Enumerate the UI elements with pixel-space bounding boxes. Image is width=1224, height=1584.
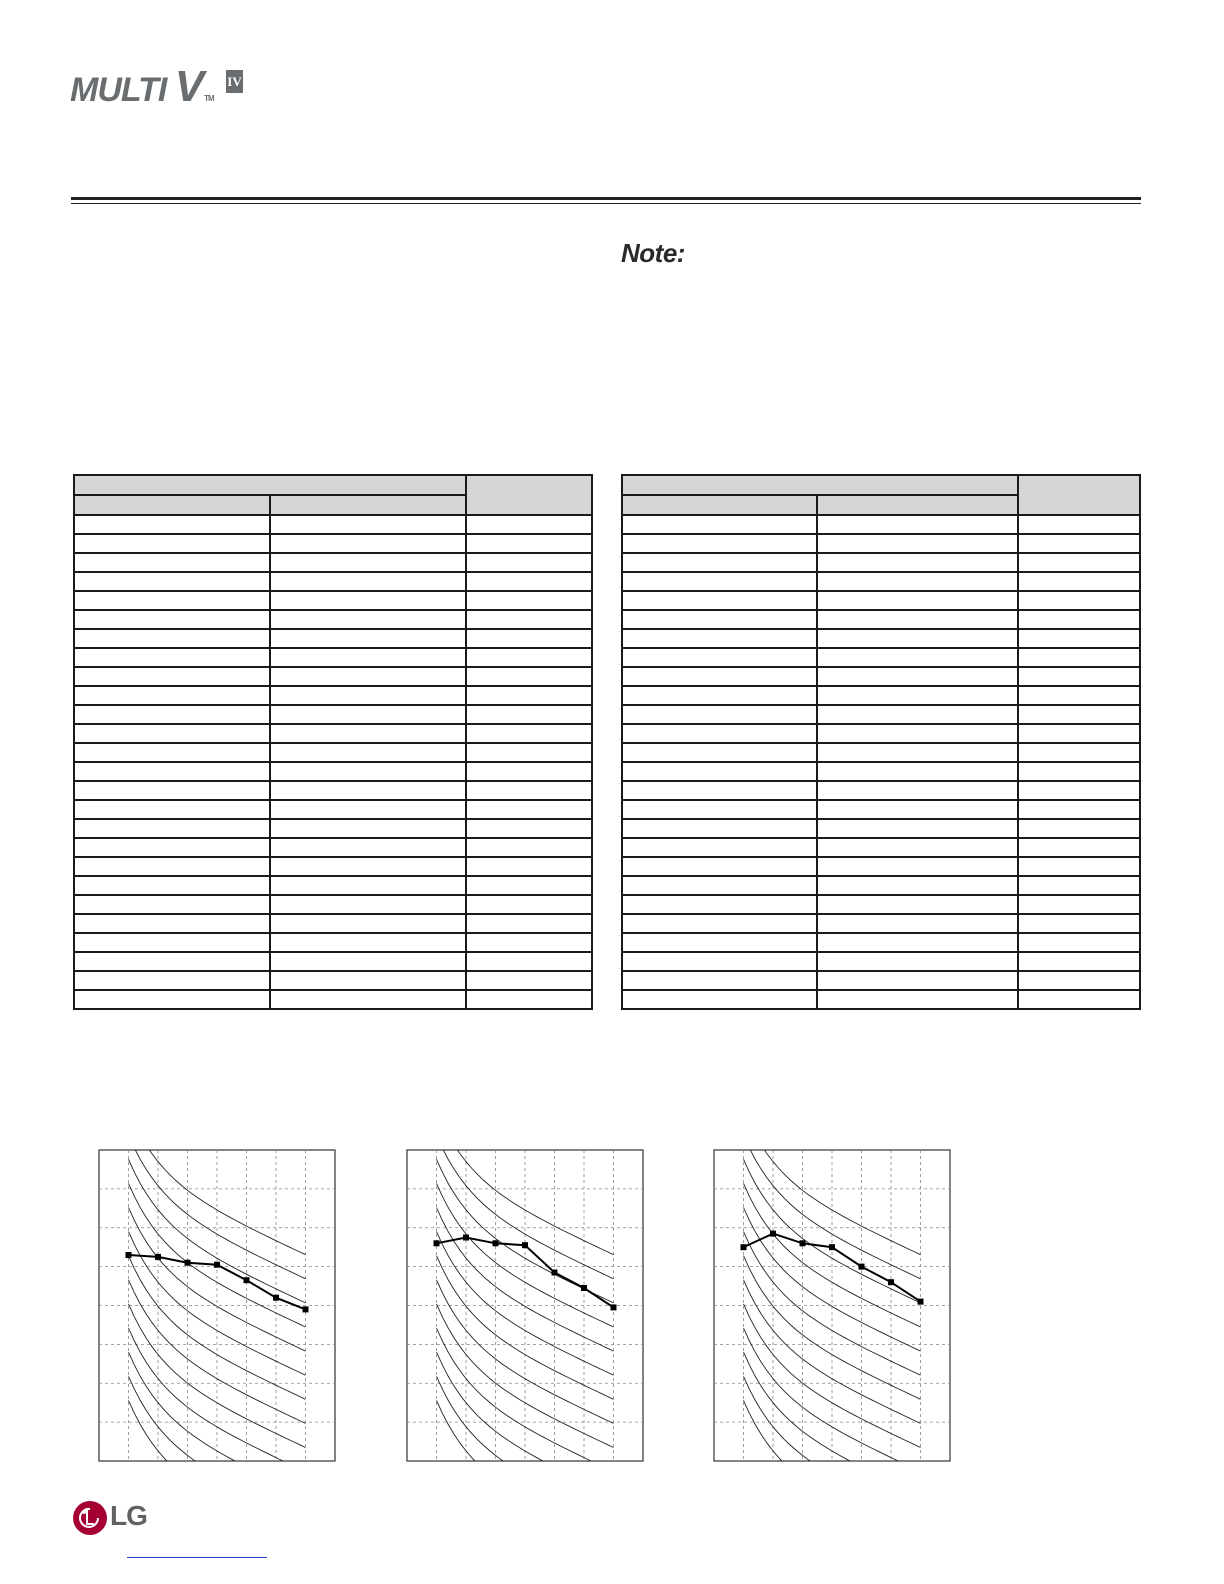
table-row [622,705,1140,724]
data-point [463,1235,469,1241]
table-cell [1018,610,1140,629]
table-cell [622,933,817,952]
note-label: Note: [621,238,685,268]
table-cell [817,572,1018,591]
table-cell [622,876,817,895]
table-cell [466,895,592,914]
table-cell [817,762,1018,781]
table-row [74,971,592,990]
table-row [74,591,592,610]
table-cell [466,876,592,895]
table-row [622,515,1140,534]
table-cell [74,534,270,553]
table-cell [817,591,1018,610]
table-row [622,724,1140,743]
table-row [74,857,592,876]
table-cell [1018,667,1140,686]
table-cell [1018,990,1140,1009]
table-row [622,629,1140,648]
table-cell [74,572,270,591]
right-table [621,474,1141,1010]
table-cell [74,686,270,705]
table-cell [74,629,270,648]
table-cell [74,553,270,572]
table-subheader-cell [817,495,1018,515]
table-row [74,629,592,648]
table-cell [466,572,592,591]
table-cell [1018,762,1140,781]
table-cell [1018,895,1140,914]
table-cell [74,762,270,781]
table-cell [1018,629,1140,648]
table-cell [817,781,1018,800]
table-cell [270,515,466,534]
data-point [888,1279,894,1285]
table-row [74,781,592,800]
data-point [244,1277,250,1283]
table-cell [817,610,1018,629]
table-cell [466,857,592,876]
table-cell [74,515,270,534]
table-cell [270,553,466,572]
data-point [273,1295,279,1301]
table-cell [817,800,1018,819]
table-cell [1018,724,1140,743]
table-row [622,572,1140,591]
table-cell [622,800,817,819]
table-cell [74,743,270,762]
table-row [74,724,592,743]
table-cell [74,990,270,1009]
table-cell [1018,648,1140,667]
data-point [434,1240,440,1246]
table-cell [270,762,466,781]
table-row [622,990,1140,1009]
table-cell [466,933,592,952]
table-cell [270,952,466,971]
table-cell [817,515,1018,534]
table-row [622,591,1140,610]
table-cell [817,553,1018,572]
table-cell [817,686,1018,705]
table-cell [817,952,1018,971]
table-cell [270,534,466,553]
table-cell [817,838,1018,857]
table-cell [1018,914,1140,933]
table-cell [270,819,466,838]
table-row [74,743,592,762]
table-cell [466,762,592,781]
table-cell [622,914,817,933]
table-row [622,781,1140,800]
table-cell [466,686,592,705]
table-cell [622,705,817,724]
data-point [859,1264,865,1270]
table-cell [466,591,592,610]
table-cell [1018,838,1140,857]
table-cell [270,743,466,762]
table-cell [74,705,270,724]
table-cell [74,895,270,914]
table-cell [270,990,466,1009]
table-cell [466,914,592,933]
table-row [622,686,1140,705]
table-cell [622,686,817,705]
footer-link-underline[interactable] [127,1557,267,1558]
table-row [622,648,1140,667]
table-cell [74,800,270,819]
table-cell [817,819,1018,838]
table-cell [817,629,1018,648]
table-cell [466,781,592,800]
table-cell [622,743,817,762]
table-cell [622,990,817,1009]
lg-logo [72,1498,162,1538]
data-point [155,1254,161,1260]
table-cell [1018,705,1140,724]
logo-series-badge: IV [226,70,243,93]
table-cell [817,933,1018,952]
table-row [74,933,592,952]
table-row [74,895,592,914]
table-cell [270,933,466,952]
table-row [74,686,592,705]
table-cell [74,914,270,933]
header-rule-bottom [71,203,1141,204]
table-cell [1018,876,1140,895]
table-row [74,534,592,553]
table-cell [466,800,592,819]
table-row [622,800,1140,819]
table-row [622,762,1140,781]
table-row [74,572,592,591]
table-row [622,819,1140,838]
table-cell [466,534,592,553]
table-cell [466,971,592,990]
table-cell [270,667,466,686]
table-row [622,933,1140,952]
left-table [73,474,593,1010]
table-row [74,667,592,686]
table-cell [622,781,817,800]
table-subheader-cell [74,495,270,515]
table-cell [466,952,592,971]
performance-chart-1 [98,1149,336,1463]
table-cell [622,819,817,838]
table-header-cell [466,475,592,515]
data-point [581,1285,587,1291]
table-cell [270,800,466,819]
table-cell [1018,857,1140,876]
table-row [622,534,1140,553]
table-cell [817,534,1018,553]
table-cell [466,553,592,572]
logo-multi: MULTI [70,71,167,109]
table-cell [1018,553,1140,572]
data-point [611,1304,617,1310]
table-row [622,610,1140,629]
data-point [918,1299,924,1305]
table-cell [817,648,1018,667]
table-cell [622,895,817,914]
table-cell [270,971,466,990]
table-cell [74,724,270,743]
table-cell [270,648,466,667]
table-cell [270,705,466,724]
table-cell [817,876,1018,895]
table-cell [466,838,592,857]
header-rule-top [71,197,1141,200]
table-cell [270,781,466,800]
table-row [74,705,592,724]
table-cell [270,629,466,648]
table-cell [74,648,270,667]
data-point [303,1306,309,1312]
table-cell [1018,515,1140,534]
table-row [622,952,1140,971]
table-row [622,667,1140,686]
table-cell [466,819,592,838]
table-cell [270,876,466,895]
data-point [185,1260,191,1266]
table-cell [622,591,817,610]
table-row [74,553,592,572]
table-row [622,857,1140,876]
table-cell [74,971,270,990]
data-point [770,1231,776,1237]
table-cell [466,743,592,762]
table-cell [270,724,466,743]
table-cell [270,895,466,914]
table-cell [74,933,270,952]
lg-wordmark: LG [110,1500,147,1531]
table-cell [74,952,270,971]
data-point [800,1240,806,1246]
table-cell [466,724,592,743]
data-point [522,1242,528,1248]
table-cell [622,610,817,629]
table-row [74,610,592,629]
table-cell [1018,933,1140,952]
table-cell [622,534,817,553]
table-cell [622,629,817,648]
table-cell [1018,686,1140,705]
data-point [552,1270,558,1276]
table-row [74,819,592,838]
table-cell [817,895,1018,914]
table-cell [270,686,466,705]
data-point [214,1262,220,1268]
table-cell [74,610,270,629]
table-cell [74,857,270,876]
table-cell [622,724,817,743]
table-row [622,971,1140,990]
table-cell [817,705,1018,724]
table-cell [1018,591,1140,610]
table-row [622,895,1140,914]
table-cell [1018,800,1140,819]
table-cell [74,591,270,610]
table-header-group [74,475,466,495]
data-point [829,1244,835,1250]
table-cell [466,515,592,534]
lg-face-icon [72,1500,108,1536]
table-row [74,515,592,534]
table-cell [1018,534,1140,553]
table-cell [466,990,592,1009]
table-cell [74,819,270,838]
table-cell [74,781,270,800]
table-cell [1018,572,1140,591]
data-point [493,1240,499,1246]
table-cell [466,667,592,686]
table-cell [466,610,592,629]
table-cell [817,667,1018,686]
table-row [74,762,592,781]
data-point [741,1244,747,1250]
table-cell [270,610,466,629]
table-cell [817,857,1018,876]
table-cell [817,724,1018,743]
table-cell [622,857,817,876]
logo-v: V [174,62,204,111]
table-cell [74,667,270,686]
table-cell [817,971,1018,990]
table-cell [466,705,592,724]
table-cell [622,952,817,971]
table-cell [74,838,270,857]
table-cell [270,914,466,933]
table-row [622,838,1140,857]
table-row [74,952,592,971]
table-cell [466,629,592,648]
table-cell [270,591,466,610]
table-row [74,914,592,933]
table-header-group [622,475,1018,495]
performance-chart-3 [713,1149,951,1463]
table-cell [1018,743,1140,762]
data-point [126,1252,132,1258]
table-cell [817,990,1018,1009]
table-cell [270,838,466,857]
table-cell [622,762,817,781]
table-cell [622,971,817,990]
table-cell [466,648,592,667]
table-row [622,876,1140,895]
table-cell [817,743,1018,762]
table-cell [817,914,1018,933]
table-cell [622,648,817,667]
table-row [74,838,592,857]
table-cell [622,572,817,591]
table-row [622,553,1140,572]
table-cell [1018,952,1140,971]
table-cell [622,553,817,572]
table-row [622,743,1140,762]
table-cell [1018,971,1140,990]
table-cell [1018,781,1140,800]
table-subheader-cell [270,495,466,515]
table-cell [270,572,466,591]
table-row [74,800,592,819]
table-cell [1018,819,1140,838]
performance-chart-2 [406,1149,644,1463]
table-subheader-cell [622,495,817,515]
table-cell [622,515,817,534]
table-cell [622,667,817,686]
table-cell [270,857,466,876]
table-cell [74,876,270,895]
table-row [74,990,592,1009]
table-row [622,914,1140,933]
table-header-cell [1018,475,1140,515]
table-row [74,876,592,895]
logo-tm: TM [204,94,214,103]
table-row [74,648,592,667]
table-cell [622,838,817,857]
